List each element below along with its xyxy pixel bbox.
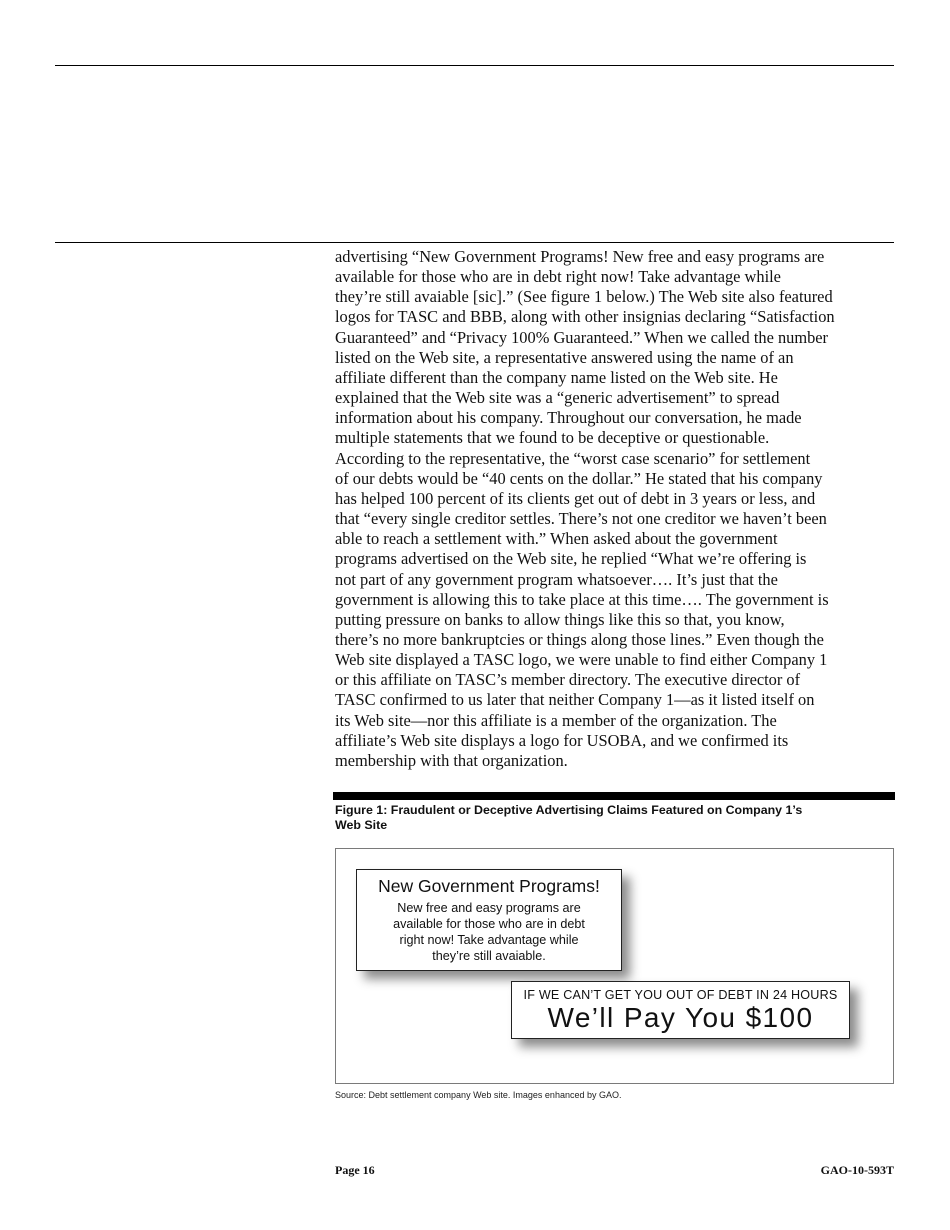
body-line: not part of any government program whatsoever…. It’s just that the bbox=[335, 569, 778, 589]
body-line: advertising “New Government Programs! New free and easy programs are bbox=[335, 247, 825, 266]
ad-card-line: right now! Take advantage while bbox=[399, 933, 579, 947]
header-rule bbox=[55, 65, 894, 66]
body-line: Web site displayed a TASC logo, we were unable to find either Company 1 bbox=[335, 650, 828, 670]
body-line: membership with that organization. bbox=[335, 750, 568, 770]
body-line: multiple statements that we found to be deceptive or questionable. bbox=[335, 428, 770, 448]
body-line: Guaranteed” and “Privacy 100% Guaranteed.” When we called the number bbox=[335, 327, 829, 347]
body-line: putting pressure on banks to allow things like this so that, you know, bbox=[335, 609, 785, 629]
body-line: able to reach a settlement with.” When asked about the government bbox=[335, 529, 778, 549]
ad-card-headline: IF WE CAN’T GET YOU OUT OF DEBT IN 24 HOURS bbox=[523, 988, 838, 1002]
ad-card-line: available for those who are in debt bbox=[393, 917, 585, 931]
ad-card-pay-you bbox=[511, 981, 850, 1039]
ad-card-government-programs bbox=[356, 869, 622, 971]
body-line: its Web site—nor this affiliate is a member of the organization. The bbox=[335, 710, 777, 730]
body-line: affiliate’s Web site displays a logo for USOBA, and we confirmed its bbox=[335, 730, 789, 750]
ad-card-line: New free and easy programs are bbox=[397, 901, 581, 915]
body-line: According to the representative, the “worst case scenario” for settlement bbox=[335, 448, 811, 468]
body-line: listed on the Web site, a representative answered using the name of an bbox=[335, 347, 794, 367]
body-line: information about his company. Throughout our conversation, he made bbox=[335, 408, 802, 428]
body-line: has helped 100 percent of its clients get out of debt in 3 years or less, and bbox=[335, 488, 816, 508]
figure-source: Source: Debt settlement company Web site. Images enhanced by GAO. bbox=[335, 1090, 622, 1100]
body-line: affiliate different than the company name listed on the Web site. He bbox=[335, 367, 778, 387]
figure-image bbox=[335, 848, 894, 1084]
body-line: TASC confirmed to us later that neither Company 1—as it listed itself on bbox=[335, 690, 815, 710]
body-line: that “every single creditor settles. There’s not one creditor we haven’t been bbox=[335, 509, 827, 529]
body-line: government is allowing this to take place at this time…. The government is bbox=[335, 589, 829, 609]
body-line: there’s no more bankruptcies or things along those lines.” Even though the bbox=[335, 629, 824, 649]
ad-card-title: New Government Programs! bbox=[378, 876, 600, 896]
body-line: available for those who are in debt right now! Take advantage while bbox=[335, 267, 781, 287]
body-line: logos for TASC and BBB, along with other insignias declaring “Satisfaction bbox=[335, 307, 835, 327]
body-line: of our debts would be “40 cents on the dollar.” He stated that his company bbox=[335, 468, 823, 488]
page-number: Page 16 bbox=[335, 1163, 375, 1177]
figure-rule bbox=[333, 792, 895, 800]
figure-caption-line: Figure 1: Fraudulent or Deceptive Advertising Claims Featured on Company 1’s bbox=[335, 803, 803, 817]
section-rule bbox=[55, 242, 894, 243]
figure-caption bbox=[335, 803, 895, 833]
ad-card-line: they’re still avaiable. bbox=[432, 949, 546, 963]
body-line: or this affiliate on TASC’s member directory. The executive director of bbox=[335, 670, 801, 690]
figure-caption-line: Web Site bbox=[335, 818, 388, 832]
body-line: they’re still avaiable [sic].” (See figure 1 below.) The Web site also featured bbox=[335, 287, 833, 307]
body-line: programs advertised on the Web site, he replied “What we’re offering is bbox=[335, 549, 807, 569]
body-line: explained that the Web site was a “generic advertisement” to spread bbox=[335, 388, 780, 408]
body-paragraph bbox=[335, 247, 897, 771]
report-number: GAO-10-593T bbox=[820, 1163, 894, 1177]
ad-card-offer: We’ll Pay You $100 bbox=[547, 1002, 814, 1033]
